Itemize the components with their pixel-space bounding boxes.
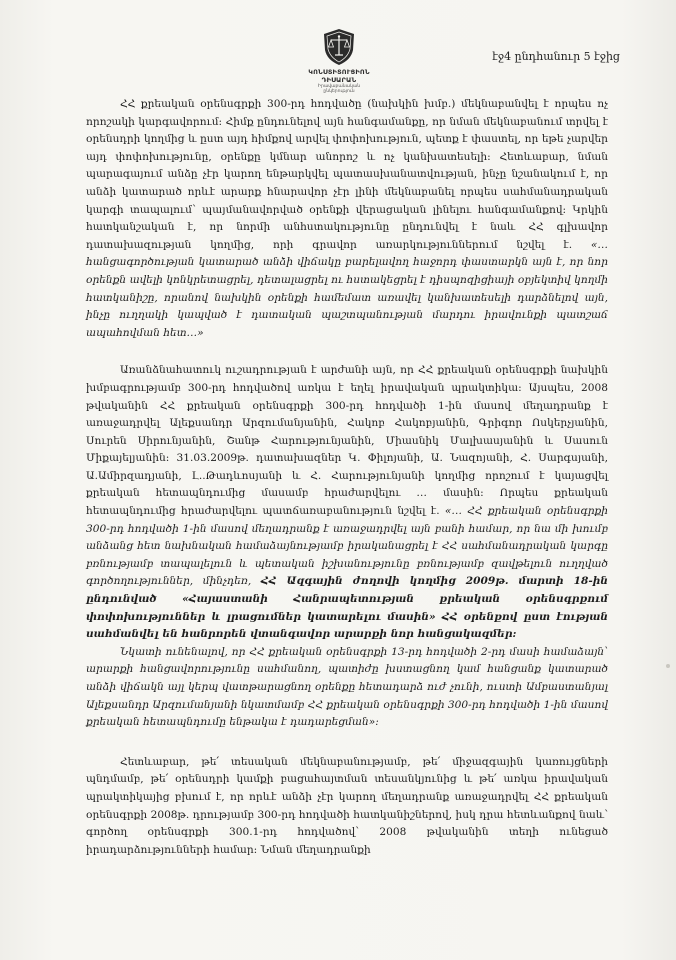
scales-shield-icon bbox=[322, 28, 356, 66]
page-number: էջ4 ընդհանուր 5 էջից bbox=[492, 50, 620, 63]
paragraph-1-quote: «…հանցագործության կատարած անձի վիճակը բարելավող հաջորդ փաստարկն այն է, որ նոր օրենքն ավելի կոնկրետացրել, դետալացրել ու հստակեցրել է դիսպոզիցիայի օբյեկտիվ կողմի հատկանիշը, որանով նախկին օրենքի համեմատ առավել կանխատեսելի դարձնելով այն, ինչը ուղղակի կապված է դատական պաշտպանության մարդու իրավունքի պատշաճ ապահովման հետ…» bbox=[86, 238, 608, 339]
logo-subtitle: Իրավաբանական ընկերություն bbox=[317, 84, 361, 94]
logo-name: ԿՈՆՍՏԻՏՈՒՑԻՈՆ ԴԻՍԱՐԱՆ bbox=[308, 68, 370, 84]
paragraph-2-text: Առանձնահատուկ ուշադրության է արժանի այն, որ ՀՀ քրեական օրենսգրքի նախկին խմբագրությամբ 300-րդ հոդվածով առկա է եղել իրավական պրակտիկա: Այսպես, 2008 թվականին ՀՀ քրեական օրենսգրքի 300-րդ հոդվածի 1-ին մասով մեղադրանք է առաջադրվել Ալեքսանդր Արզումանյանին, Հակոբ Հակոբյանին, Գրիգոր Ոսկերչյանին, Սուրեն Սիրունյանին, Շանթ Հարությունյանին, Միասնիկ Մալխասյանին և Սասուն Միքայելյանին: 31.03.2009թ. դատախազներ Կ. Փիլոյանի, Ա. Նազոյանի, Հ. Սարգսյանի, Ա.Ամիրզադյանի, Լ..Թադևոսյանի և Հ. Հարությունյանի կողմից որոշում է կայացվել քրեական հետապնդումից մասամբ հրաժարվելու … մասին: Որպես քրեական հետապնդումից հրաժարվելու պատճառաբանություն նշվել է. bbox=[86, 364, 608, 518]
document-body bbox=[86, 96, 608, 859]
paragraph-1-text: ՀՀ քրեական օրենսգրքի 300-րդ հոդվածը (նախկին խմբ.) մեկնաբանվել է որպես ոչ որոշակի կարգավորում: Հիմք ընդունելով այն հանգամանքը, որ նման մեկնաբանում տրվել է օրենսդրի կողմից և ըստ այդ հիմքով արվել փոփոխություն, պետք է փաստել, որ եթե չարվեր այդ փոփոխությունը, օրենքը կմնար անորոշ և ոչ կանխատեսելի: Հետևաբար, նման պարագայում անձը չէր կարող ենթարկվել պատասխանատվության, ինչը նշանակում է, որ անձի կատարած որևէ արարք հնարավոր չէր լինի մեկնաբանել որպես սահմանադրական կարգի տապալում՝ պայմանավորված օրենքի վերացական լինելու հանգամանքով: Կրկին հատկանշական է, որ նորմի անհստակությունը ընդունվել է նաև ՀՀ գլխավոր դատախազության կողմից, որի գրավոր առարկություններում նշվել է. bbox=[86, 98, 608, 251]
paragraph-2-quote: «… ՀՀ քրեական օրենսգրքի 300-րդ հոդվածի 1-ին մասով մեղադրանք է առաջադրվել այն բանի համար, որ նա մի խումբ անձանց հետ նախնական համաձայնությամբ իրականացրել է ՀՀ սահմանադրական կարգը բռնությամբ տապալելուն և պետական իշխանությունը բռնությամբ զավթելուն ուղղված գործողություններ, մինչդեռ, bbox=[86, 505, 608, 588]
scan-mark bbox=[666, 664, 670, 668]
paragraph-2-quote-bold: ՀՀ Ազգային ժողովի կողմից 2009թ. մարտի 18-ին ընդունված «Հայաստանի Հանրապետության քրեական օրենսգրքում փոփոխություններ և լրացումներ կատարելու մասին» ՀՀ օրենքով ըստ էության սահմանվել են հանրորեն վտանգավոր արարքի նոր հանցակազմեր: bbox=[86, 575, 609, 641]
firm-logo bbox=[305, 28, 373, 94]
paragraph-4: Հետևաբար, թե՛ տեսական մեկնաբանությամբ, թե՛ միջազգային կառույցների պնդմամբ, թե՛ օրենսդրի կամքի բացահայտման տեսանկյունից և թե՛ առկա իրավական պրակտիկայից բխում է, որ որևէ անձի չէր կարող մեղադրանք առաջադրվել ՀՀ քրեական օրենսգրքի 2008թ. դրությամբ 300-րդ հոդվածի հատկանիշներով, իսկ դրա հետևանքով նաև՝ գործող օրենսգրքի 300.1-րդ հոդվածով՝ 2008 թվականին տեղի ունեցած իրադարձությունների համար: Նման մեղադրանքի bbox=[86, 755, 608, 856]
paragraph-1 bbox=[86, 96, 608, 342]
paragraph-2 bbox=[86, 362, 608, 644]
paragraph-3: Նկատի ունենալով, որ ՀՀ քրեական օրենսգրքի 13-րդ հոդվածի 2-րդ մասի համաձայն՝ արարքի հանցավորությունը սահմանող, պատիժը խստացնող կամ հանցանք կատարած անձի վիճակն այլ կերպ վատթարացնող օրենքը հետադարձ ուժ չունի, ուստի Ամբաստանյալ Ալեքսանդր Արզումանյանի նկատմամբ ՀՀ քրեական օրենսգրքի 300-րդ հոդվածի 1-ին մասով քրեական հետապնդումը ենթակա է դադարեցման»: bbox=[86, 645, 608, 729]
